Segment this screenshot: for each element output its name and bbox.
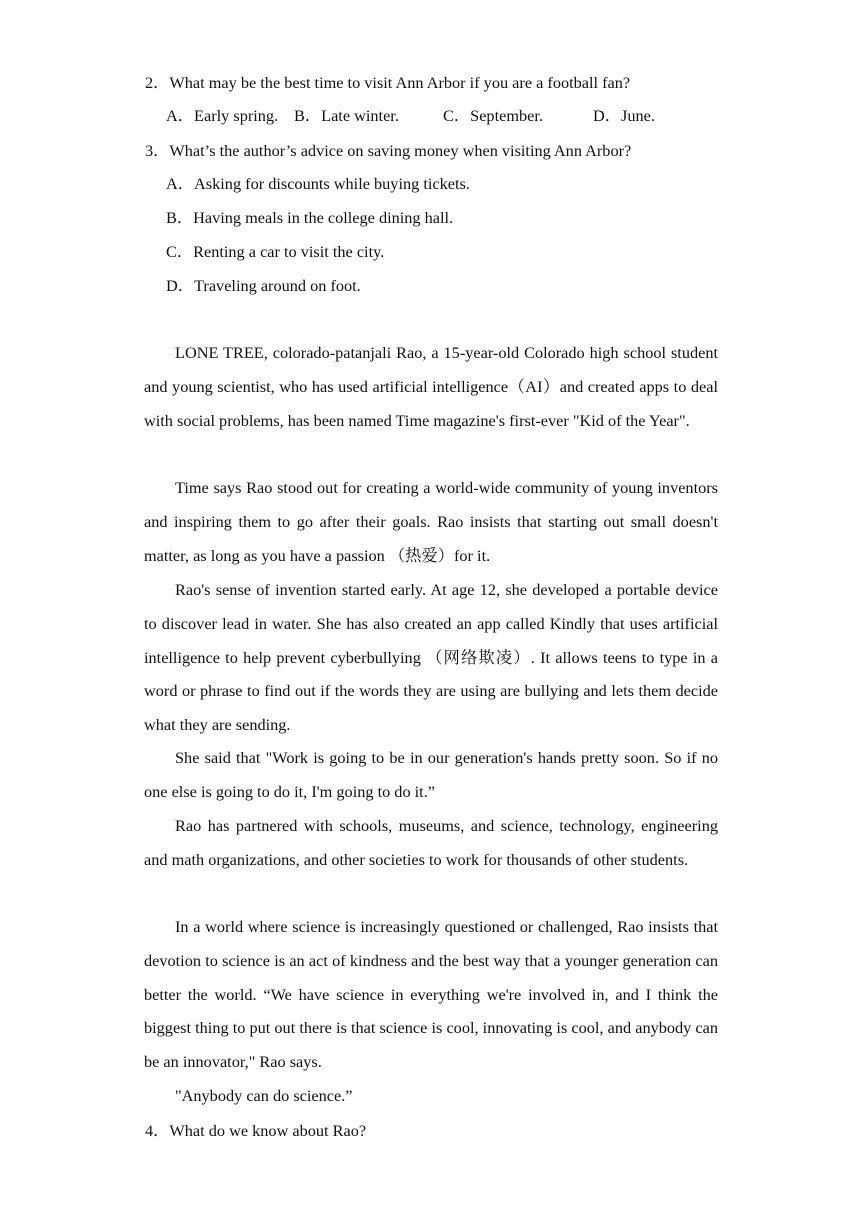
passage-paragraph-2: Time says Rao stood out for creating a world-wide community of young inventors and inspiring them to go after their goals. Rao insists that starting out small doesn't matter, as long as you have a passion （热爱）for it. — [144, 478, 718, 565]
passage-paragraph-1: LONE TREE, colorado-patanjali Rao, a 15-year-old Colorado high school student and young scientist, who has used artificial intelligence（AI）and created apps to deal with social problems, has been named Time magazine's first-ever "Kid of the Year". — [144, 343, 718, 430]
question-3-option-a: A．Asking for discounts while buying tickets. — [166, 174, 470, 193]
question-3-option-b: B．Having meals in the college dining hall. — [166, 208, 454, 227]
question-4-stem: 4．What do we know about Rao? — [145, 1121, 367, 1140]
passage-paragraph-5: Rao has partnered with schools, museums, and science, technology, engineering and math organizations, and other societies to work for thousands of other students. — [144, 816, 718, 869]
passage-paragraph-7: "Anybody can do science.” — [175, 1086, 353, 1105]
question-2-option-b: B．Late winter. — [294, 106, 399, 125]
passage-paragraph-3: Rao's sense of invention started early. At age 12, she developed a portable device to discover lead in water. She has also created an app called Kindly that uses artificial intelligence to help prevent cyberbullying （网络欺凌）. It allows teens to type in a word or phrase to find out if the words they are using are bullying and lets them decide what they are sending. — [144, 580, 718, 735]
question-2-stem: 2．What may be the best time to visit Ann Arbor if you are a football fan? — [145, 73, 631, 92]
question-2-option-c: C．September. — [443, 106, 543, 125]
passage-paragraph-4: She said that "Work is going to be in our generation's hands pretty soon. So if no one else is going to do it, I'm going to do it.” — [144, 748, 718, 801]
question-2-option-a: A．Early spring. — [166, 106, 279, 125]
passage-paragraph-6: In a world where science is increasingly questioned or challenged, Rao insists that devotion to science is an act of kindness and the best way that a younger generation can better the world. “We have science in everything we're involved in, and I think the biggest thing to put out there is that science is cool, innovating is cool, and anybody can be an innovator," Rao says. — [144, 917, 718, 1072]
question-3-option-d: D．Traveling around on foot. — [166, 276, 361, 295]
question-3-option-c: C．Renting a car to visit the city. — [166, 242, 385, 261]
question-3-stem: 3．What’s the author’s advice on saving money when visiting Ann Arbor? — [145, 141, 632, 160]
question-2-option-d: D．June. — [593, 106, 655, 125]
